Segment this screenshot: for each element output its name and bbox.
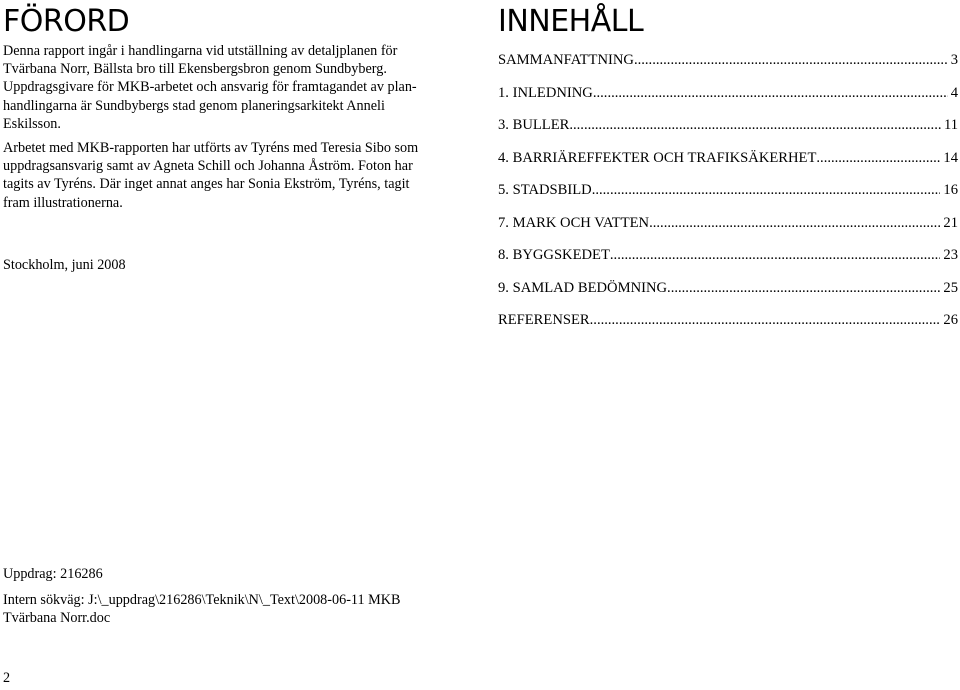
toc-entry[interactable] [498, 312, 958, 329]
toc-leader [667, 280, 940, 297]
toc-list [498, 52, 958, 329]
toc-entry-page: 11 [943, 117, 958, 133]
toc-entry-page: 23 [943, 247, 958, 263]
assignment-number: Uppdrag: 216286 [3, 566, 103, 582]
toc-leader [592, 182, 941, 199]
toc-entry[interactable] [498, 150, 958, 167]
toc-entry-page: 3 [950, 52, 958, 68]
toc-entry-label: 3. BULLER [498, 117, 570, 133]
toc-entry-label: 7. MARK OCH VATTEN [498, 214, 650, 231]
toc-entry-label: 8. BYGGSKEDET [498, 247, 610, 263]
internal-file-path: Intern sökväg: J:\_uppdrag\216286\Teknik\N\_Text\2008-06-11 MKB Tvärbana Norr.doc [3, 592, 401, 626]
toc-entry-page: 14 [943, 149, 958, 166]
toc-leader [649, 215, 940, 232]
toc-entry[interactable] [498, 85, 958, 102]
toc-entry-label: 1. INLEDNING [498, 84, 593, 101]
toc-entry[interactable] [498, 182, 958, 199]
foreword-paragraph-2: Arbetet med MKB-rapporten har utförts av Tyréns med Teresia Sibo som uppdragsansvarig samt av Agneta Schill och Johanna Åström. Foton har tagits av Tyréns. Där inget annat anges har Sonia Ekström, Tyréns, tagit fram illustrationerna. [3, 140, 419, 211]
toc-entry[interactable] [498, 52, 958, 69]
foreword-heading: FÖRORD [3, 4, 130, 39]
toc-entry-page: 16 [943, 182, 958, 198]
toc-entry-label: 4. BARRIÄREFFEKTER OCH TRAFIKSÄKERHET [498, 149, 817, 166]
document-footer [3, 565, 443, 635]
contents-section [498, 0, 958, 345]
toc-entry-page: 4 [950, 84, 958, 101]
toc-leader [634, 52, 948, 69]
page-number: 2 [3, 670, 11, 686]
toc-entry-label: SAMMANFATTNING [498, 52, 634, 68]
toc-leader [816, 150, 940, 167]
place-date: Stockholm, juni 2008 [3, 257, 126, 273]
toc-leader [593, 85, 948, 102]
toc-entry[interactable] [498, 280, 958, 297]
toc-entry-page: 26 [943, 312, 958, 328]
toc-entry-page: 21 [943, 214, 958, 231]
toc-entry[interactable] [498, 247, 958, 264]
toc-entry-label: REFERENSER [498, 312, 590, 328]
toc-leader [610, 247, 941, 264]
toc-entry[interactable] [498, 215, 958, 232]
foreword-paragraph-1: Denna rapport ingår i handlingarna vid utställning av detaljplanen för Tvärbana Norr, Bällsta bro till Ekensbergsbron genom Sundbyberg. Uppdragsgivare för MKB-arbetet och ansvarig för framtagandet av plan-handlingarna är Sundbybergs stad genom planeringsarkitekt Anneli Eskilsson. [3, 43, 417, 132]
toc-entry-label: 9. SAMLAD BEDÖMNING [498, 279, 668, 296]
toc-entry[interactable] [498, 117, 958, 134]
toc-entry-label: 5. STADSBILD [498, 182, 592, 198]
contents-heading: INNEHÅLL [498, 4, 644, 39]
toc-leader [590, 312, 941, 329]
toc-leader [569, 117, 941, 134]
foreword-section [3, 0, 423, 218]
toc-entry-page: 25 [943, 279, 958, 296]
